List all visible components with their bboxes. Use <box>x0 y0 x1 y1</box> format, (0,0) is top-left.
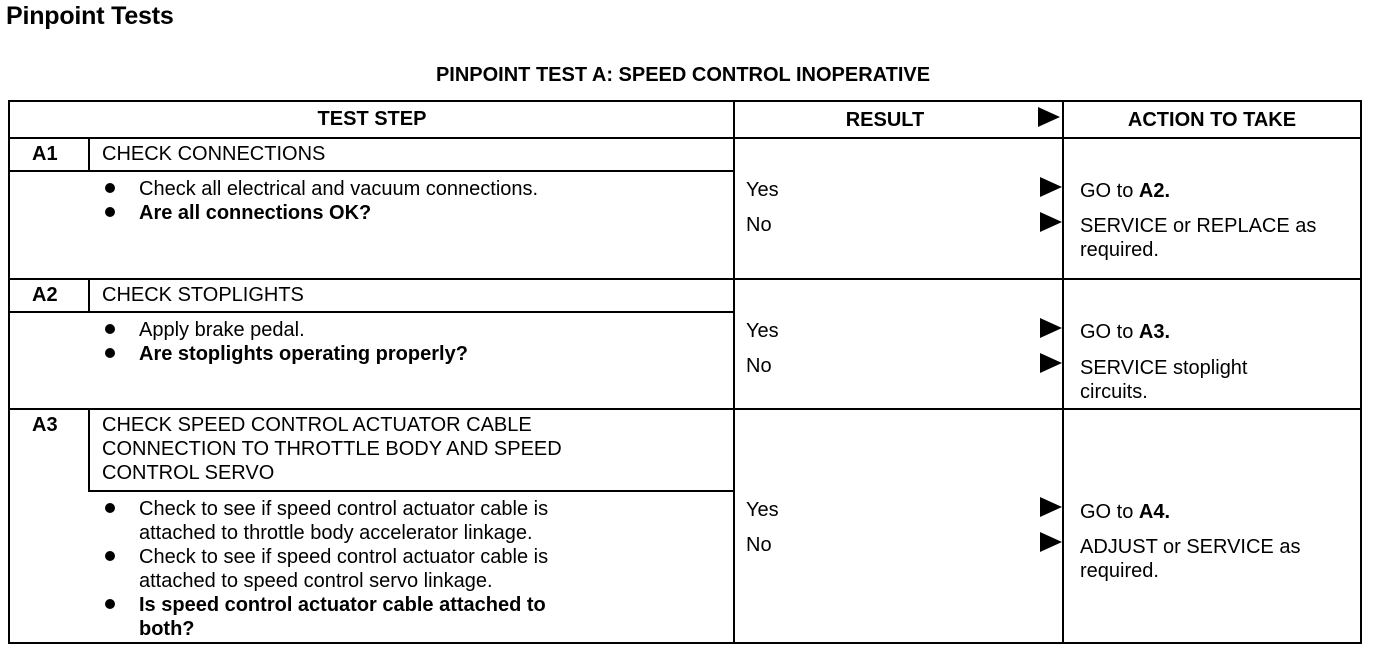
arrow-icon <box>1040 212 1062 232</box>
bullet-icon <box>105 599 115 609</box>
header-test-step: TEST STEP <box>317 108 427 130</box>
bullet-text-a3-1-line2: attached to throttle body accelerator linkage. <box>139 522 533 544</box>
divider-result-column <box>733 102 735 642</box>
page-heading: Pinpoint Tests <box>6 2 174 30</box>
arrow-icon <box>1040 318 1062 338</box>
action-yes-a1 <box>1080 179 1170 203</box>
action-suffix: . <box>1164 180 1171 202</box>
step-id-a1: A1 <box>32 143 58 165</box>
bullet-icon <box>105 324 115 334</box>
bullet-icon <box>105 551 115 561</box>
bullet-icon <box>105 348 115 358</box>
table-title: PINPOINT TEST A: SPEED CONTROL INOPERATIVE <box>435 64 931 86</box>
bullet-icon <box>105 207 115 217</box>
divider-title-a2 <box>10 311 734 313</box>
divider-row-a2-a3 <box>10 408 1360 410</box>
bullet-text-a2-2: Are stoplights operating properly? <box>139 343 468 365</box>
arrow-icon <box>1040 497 1062 517</box>
action-prefix: GO to <box>1080 321 1139 343</box>
action-no-a2-line2: circuits. <box>1080 381 1148 403</box>
action-yes-a2 <box>1080 320 1170 344</box>
bullet-text-a3-1-line1: Check to see if speed control actuator cable is <box>139 498 549 520</box>
action-suffix: . <box>1164 321 1171 343</box>
action-suffix: . <box>1164 501 1171 523</box>
step-id-a2: A2 <box>32 284 58 306</box>
divider-header <box>10 137 1360 139</box>
bullet-icon <box>105 503 115 513</box>
result-yes-a1: Yes <box>746 179 779 201</box>
action-ref-a2: A2 <box>1138 180 1165 202</box>
step-title-a3-line3: CONTROL SERVO <box>102 462 275 484</box>
action-ref-a4: A4 <box>1138 501 1165 523</box>
divider-title-a1 <box>10 170 734 172</box>
arrow-icon <box>1040 532 1062 552</box>
action-prefix: GO to <box>1080 501 1139 523</box>
result-no-a3: No <box>746 534 772 556</box>
pinpoint-test-table <box>8 100 1362 644</box>
result-yes-a2: Yes <box>746 320 779 342</box>
step-title-a3-line2: CONNECTION TO THROTTLE BODY AND SPEED <box>102 438 562 460</box>
arrow-icon <box>1040 353 1062 373</box>
action-no-a1-line1: SERVICE or REPLACE as <box>1080 215 1317 237</box>
step-title-a2: CHECK STOPLIGHTS <box>102 284 304 306</box>
result-no-a2: No <box>746 355 772 377</box>
action-no-a2-line1: SERVICE stoplight <box>1080 357 1248 379</box>
bullet-text-a1-1: Check all electrical and vacuum connections. <box>139 178 539 200</box>
bullet-text-a3-3-line2: both? <box>139 618 195 640</box>
action-no-a1-line2: required. <box>1080 239 1159 261</box>
step-title-a3-line1: CHECK SPEED CONTROL ACTUATOR CABLE <box>102 414 532 436</box>
result-yes-a3: Yes <box>746 499 779 521</box>
header-arrow-icon <box>1038 107 1060 127</box>
action-no-a3-line1: ADJUST or SERVICE as <box>1080 536 1301 558</box>
bullet-icon <box>105 183 115 193</box>
divider-step-id-a1 <box>88 138 90 171</box>
divider-row-a1-a2 <box>10 278 1360 280</box>
divider-step-id-a3 <box>88 409 90 491</box>
action-prefix: GO to <box>1080 180 1139 202</box>
bullet-text-a3-2-line1: Check to see if speed control actuator cable is <box>139 546 549 568</box>
arrow-icon <box>1040 177 1062 197</box>
bullet-text-a2-1: Apply brake pedal. <box>139 319 305 341</box>
divider-step-id-a2 <box>88 279 90 312</box>
action-no-a3-line2: required. <box>1080 560 1159 582</box>
action-ref-a3: A3 <box>1138 321 1165 343</box>
header-result: RESULT <box>845 109 925 131</box>
result-no-a1: No <box>746 214 772 236</box>
bullet-text-a3-2-line2: attached to speed control servo linkage. <box>139 570 493 592</box>
divider-title-a3 <box>88 490 734 492</box>
bullet-text-a3-3-line1: Is speed control actuator cable attached to <box>139 594 546 616</box>
step-title-a1: CHECK CONNECTIONS <box>102 143 326 165</box>
divider-action-column <box>1062 102 1064 642</box>
header-action: ACTION TO TAKE <box>1127 109 1297 131</box>
action-yes-a3 <box>1080 500 1170 524</box>
step-id-a3: A3 <box>32 414 58 436</box>
bullet-text-a1-2: Are all connections OK? <box>139 202 372 224</box>
